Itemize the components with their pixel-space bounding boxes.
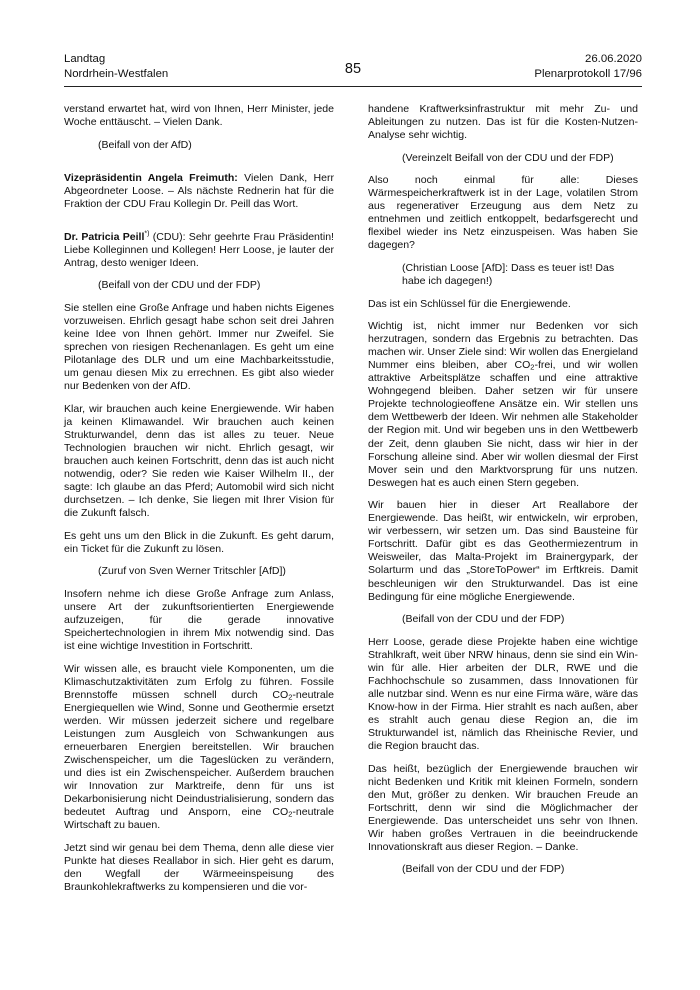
paragraph <box>64 172 334 211</box>
paragraph: Herr Loose, gerade diese Projekte haben eine wichtige Strahlkraft, weit über NRW hinaus, denn sie sind ein Win-win für alle. Hier arbeiten der DLR, RWE und die Fachhochschule so zusammen, dass Innovationen für alle nutzbar sind. Wenn es nur eine Firma wäre, wäre das Know-how in der Firma. Hier strahlt es nach außen, aber es strahlt auch genau diese Region an, die im Strukturwandel ist, nämlich das Rheinische Revier, und die Region braucht das. <box>368 635 638 753</box>
paragraph <box>64 231 334 270</box>
paragraph: verstand erwartet hat, wird von Ihnen, Herr Minister, jede Woche enttäuscht. – Vielen Dank. <box>64 103 334 129</box>
paragraph: Das heißt, bezüglich der Energiewende brauchen wir nicht Bedenken und Kritik mit kleinen Formeln, sondern den Mut, größer zu denken. Wir brauchen Freude an Fortschritt, denn wir sind die Möglichmacher der Energiewende. Das unterscheidet uns sehr von Ihnen. Wir haben großes Vertrauen in die beeindruckende Innovationskraft aus dieser Region. – Danke. <box>368 762 638 853</box>
interjection: (Christian Loose [AfD]: Dass es teuer ist! Das habe ich dagegen!) <box>402 261 615 288</box>
paragraph: Also noch einmal für alle: Dieses Wärmespeicherkraftwerk ist in der Lage, volatilen Strom aus regenerativer Erzeugung aus dem Netz zu entnehmen und zeitlich entkoppelt, bedarfsgerecht und flexibel wieder ins Netz einzuspeisen. Was haben Sie dagegen? <box>368 174 638 252</box>
footnote-mark: *) <box>144 230 150 238</box>
page-number: 85 <box>344 61 362 77</box>
paragraph: Insofern nehme ich diese Große Anfrage zum Anlass, unsere Art der zukunftsorientierten Energiewende aufzuzeigen, für die gerade innovative Speichertechnologien in ihrem Mix notwendig sind. Das ist eine wichtige Investition in Fortschritt. <box>64 587 334 653</box>
interjection: (Beifall von der CDU und der FDP) <box>98 279 261 292</box>
speech-text: Wichtig ist, nicht immer nur Bedenken vor sich herzutragen, sondern das Ergebnis zu betrachten. Das machen wir. Unser Ziele sind: Wir wollen das Energieland Nummer eins bleiben, aber CO <box>368 320 638 372</box>
header-parliament: Landtag <box>64 53 106 65</box>
subscript: 2 <box>530 362 535 372</box>
speech-text: -frei, und wir wollen attraktive Arbeitsplätze schaffen und eine attraktive Wohngegend bleiben. Daher setzen wir für unsere Projekte technologieoffene Ansätze ein. Wir stellen uns dem Wettbewerb der Ideen. Wir nehmen alle Stakeholder der Region mit. Und wir begeben uns in den Wettbewerb der Zeit, denn glauben Sie nicht, dass wir hier in der Forschung alleine sind. Aber wir wollen diesmal der First Mover sein und den Marktvorsprung für uns nutzen. Deswegen hat es auch einen Stern gegeben. <box>368 359 638 489</box>
paragraph: Das ist ein Schlüssel für die Energiewende. <box>368 297 571 310</box>
header-date: 26.06.2020 <box>584 53 642 65</box>
interjection: (Beifall von der CDU und der FDP) <box>402 863 565 876</box>
interjection: (Vereinzelt Beifall von der CDU und der FDP) <box>402 151 614 164</box>
page-header <box>64 52 642 82</box>
speech-text: (CDU): Sehr geehrte Frau Präsidentin! Liebe Kolleginnen und Kollegen! Herr Loose, je lauter der Antrag, desto weniger Ideen. <box>64 230 334 269</box>
paragraph: handene Kraftwerksinfrastruktur mit mehr Zu- und Ableitungen zu nutzen. Das ist für die Kosten-Nutzen-Analyse sehr wichtig. <box>368 103 638 142</box>
interjection: (Beifall von der AfD) <box>98 138 192 151</box>
paragraph: Jetzt sind wir genau bei dem Thema, denn alle diese vier Punkte hat dieses Reallabor in sich. Hier geht es darum, den Wegfall der Wärmeeinspeisung des Braunkohlekraftwerks zu kompensieren und die vor- <box>64 841 334 893</box>
speech-text: -neutrale Energiequellen wie Wind, Sonne und Geothermie ersetzt werden. Wir müssen jederzeit sichere und regelbare Leistungen zum Ausgleich von Schwankungen aus erneuerbaren Energien bereitstellen. Wir brauchen Zwischenspeicher, um die Tageslücken zu verändern, und dies ist ein Zwischenspeicher. Außerdem brauchen wir Innovation zur Marktreife, denn für uns ist Dekarbonisierung nicht Deindustrialisierung, sondern das bedeutet Auftrag und Ansporn, eine CO <box>64 688 334 819</box>
speech-text: Vielen Dank, Herr Abgeordneter Loose. – Als nächste Rednerin hat für die Fraktion der CDU Frau Kollegin Dr. Peill das Wort. <box>64 171 334 210</box>
subscript: 2 <box>288 692 293 702</box>
speaker-name: Dr. Patricia Peill <box>64 230 145 243</box>
paragraph: Sie stellen eine Große Anfrage und haben nichts Eigenes vorzuweisen. Ehrlich gesagt habe schon seit drei Jahren keine Idee von Ihnen gehört. Immer nur Zweifel. Sie sprechen von riesigen Rechenanlagen. Es geht um eine Pilotanlage des DLR und um eine Machbarkeitsstudie, um genau diesen Mix zu errechnen. Es gibt also wieder nur Bedenken von der AfD. <box>64 301 334 393</box>
paragraph: Klar, wir brauchen auch keine Energiewende. Wir haben ja keinen Klimawandel. Wir brauchen auch keinen Strukturwandel, denn das ist alles zu teuer. Neue Technologien brauchen wir nicht. Ehrlich gesagt, wir brauchen auch keinen Fortschritt, denn das ist auch nicht notwendig, oder? Sie reden wie Kaiser Wilhelm II., der sagte: Ich glaube an das Pferd; Automobil wird sich nicht durchsetzen. – Ich denke, Sie liegen mit Ihrer Vision für die Zukunft falsch. <box>64 402 334 520</box>
speech-text: -neutrale Wirtschaft zu bauen. <box>64 806 334 832</box>
paragraph: Wir bauen hier in dieser Art Reallabore der Energiewende. Das heißt, wir entwickeln, wir erproben, wir verbessern, wir setzen um. Das sind Bausteine für Fortschritt. Dafür gibt es das Geothermiezentrum in Weisweiler, das Malta-Projekt im Brainergypark, der Solarturm und das „StoreToPower“ im Erftkreis. Damit beschleunigen wir den Strukturwandel. Das ist eine Bedingung für eine mögliche Energiewende. <box>368 499 638 603</box>
paragraph <box>368 320 638 490</box>
left-column <box>64 103 334 903</box>
interjection: (Beifall von der CDU und der FDP) <box>402 613 565 626</box>
interjection: (Zuruf von Sven Werner Tritschler [AfD]) <box>98 565 286 578</box>
header-right <box>534 52 642 82</box>
paragraph: Es geht uns um den Blick in die Zukunft. Es geht darum, ein Ticket für die Zukunft zu lösen. <box>64 529 334 555</box>
subscript: 2 <box>288 809 293 819</box>
header-protocol: Plenarprotokoll 17/96 <box>534 68 642 80</box>
paragraph <box>64 663 334 833</box>
header-divider <box>64 86 642 87</box>
speaker-name: Vizepräsidentin Angela Freimuth: <box>64 171 238 184</box>
header-state: Nordrhein-Westfalen <box>64 68 169 80</box>
right-column <box>368 103 638 886</box>
speech-text: Wir wissen alle, es braucht viele Komponenten, um die Klimaschutzaktivitäten zum Erfolg zu führen. Fossile Brennstoffe müssen schnell durch CO <box>64 662 334 701</box>
